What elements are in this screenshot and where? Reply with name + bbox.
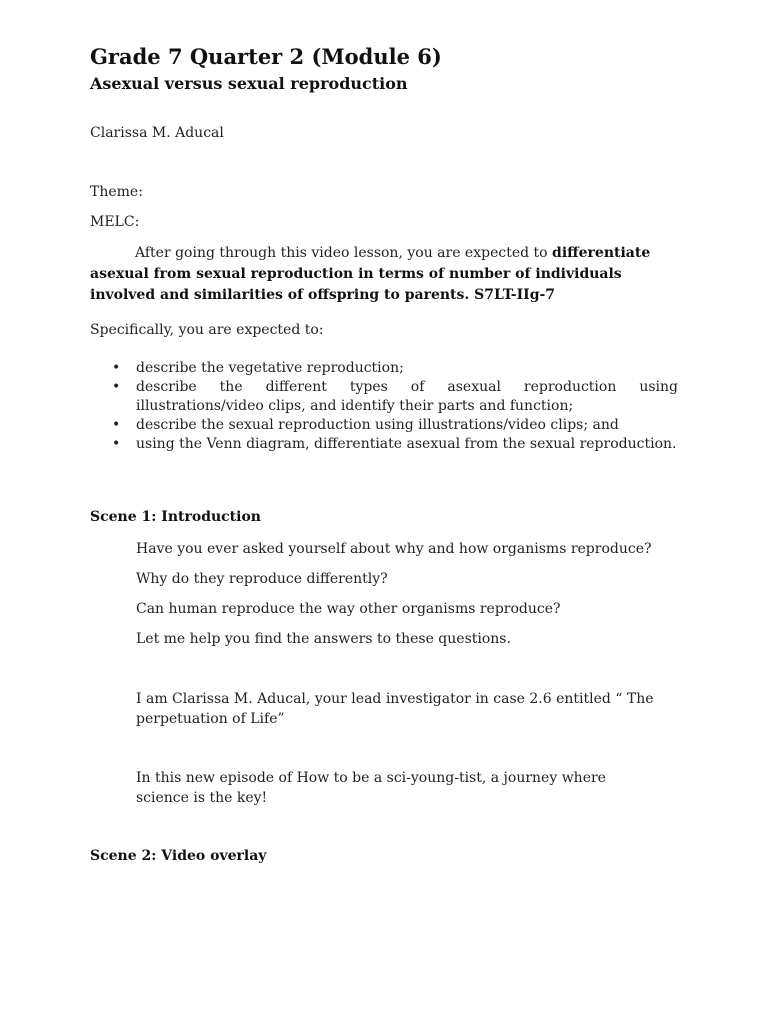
objectives-list [110,359,678,454]
scene1-line: Have you ever asked yourself about why and how organisms reproduce? [136,541,652,557]
scene1-line: In this new episode of How to be a sci-young-tist, a journey where science is the key! [136,770,606,806]
list-item: • describe the sexual reproduction using illustrations/video clips; and [110,416,678,435]
melc-label: MELC: [90,214,140,230]
page-subtitle: Asexual versus sexual reproduction [90,74,408,93]
specifically-intro: Specifically, you are expected to: [90,322,324,338]
author-name: Clarissa M. Aducal [90,125,224,141]
scene1-line: Can human reproduce the way other organisms reproduce? [136,601,561,617]
objective-paragraph [90,243,660,306]
scene2-heading: Scene 2: Video overlay [90,848,267,864]
scene1-heading: Scene 1: Introduction [90,509,261,525]
objective-intro: After going through this video lesson, you are expected to [135,245,553,261]
list-item: • describe the vegetative reproduction; [110,359,678,378]
list-item: • describe the different types of asexual reproduction using illustrations/video clips, and identify their parts and function; [110,378,678,416]
theme-label: Theme: [90,184,143,200]
objective-bold: differentiate asexual from sexual reproduction in terms of number of individuals involved and similarities of offspring to parents. S7LT-IIg-7 [90,245,651,303]
scene1-line: Let me help you find the answers to these questions. [136,631,511,647]
scene1-line: I am Clarissa M. Aducal, your lead investigator in case 2.6 entitled “ The perpetuation of Life” [136,691,654,727]
list-item: • using the Venn diagram, differentiate asexual from the sexual reproduction. [110,435,678,454]
page-title: Grade 7 Quarter 2 (Module 6) [90,44,442,69]
scene1-line: Why do they reproduce differently? [136,571,388,587]
